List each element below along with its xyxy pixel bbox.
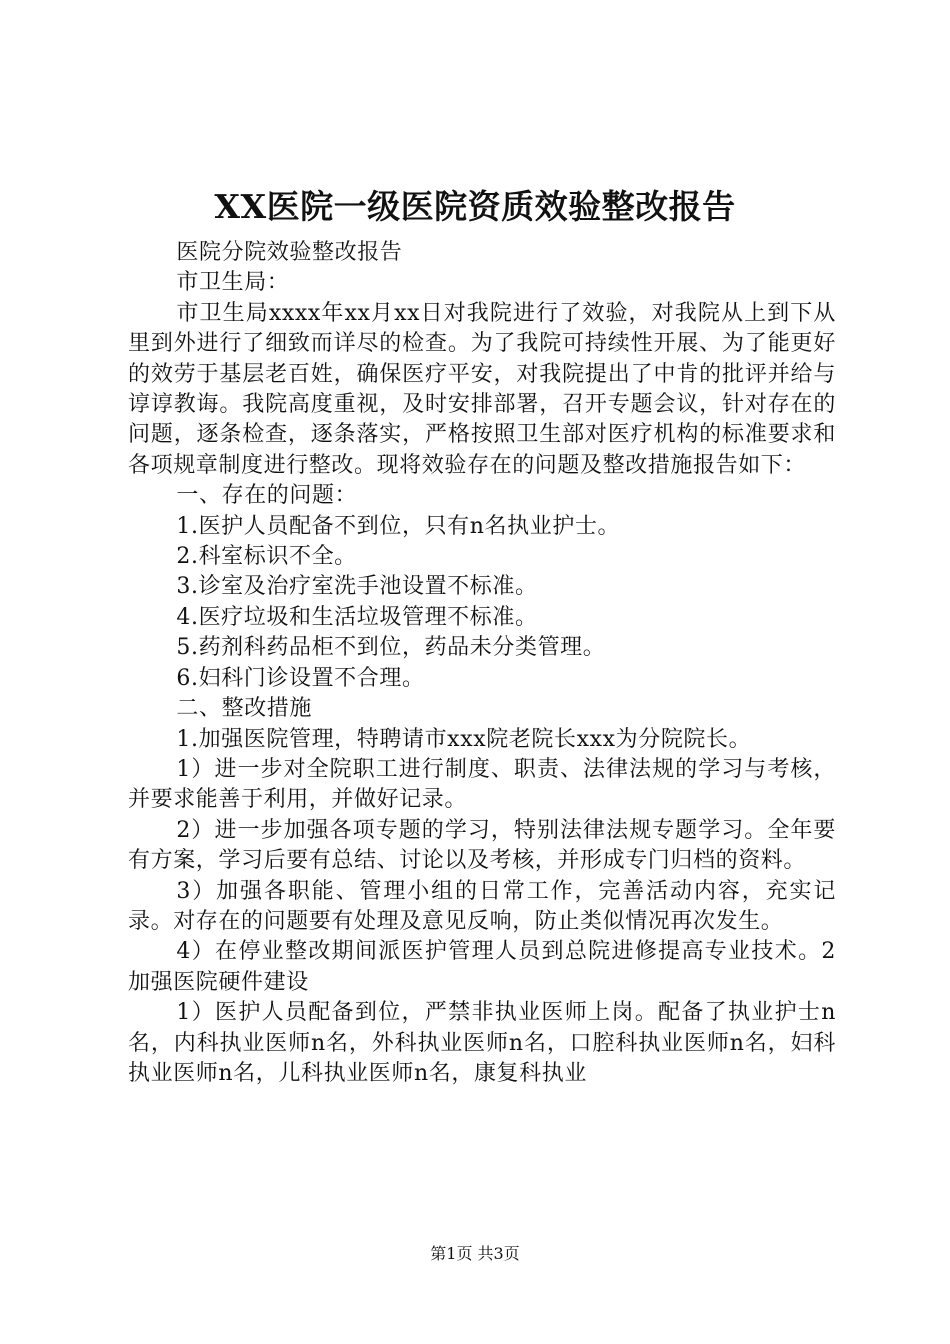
- measure-subitem-4: 4）在停业整改期间派医护管理人员到总院进修提高专业技术。2加强医院硬件建设: [128, 939, 836, 995]
- document-body: [128, 238, 836, 1089]
- hardware-subitem-1: 1）医护人员配备到位，严禁非执业医师上岗。配备了执业护士n名，内科执业医师n名，外科执业医师n名，口腔科执业医师n名，妇科执业医师n名，儿科执业医师n名，康复科执业: [128, 1000, 836, 1086]
- section-heading-measures: 二、整改措施: [176, 696, 312, 722]
- page-number: 第1页 共3页: [430, 1244, 520, 1263]
- problem-item-2: 2.科室标识不全。: [176, 544, 357, 570]
- measure-item-1: 1.加强医院管理，特聘请市xxx院老院长xxx为分院院长。: [176, 726, 752, 752]
- measure-subitem-2: 2）进一步加强各项专题的学习，特别法律法规专题学习。全年要有方案，学习后要有总结、讨论以及考核，并形成专门归档的资料。: [128, 817, 836, 874]
- paragraph-intro: 市卫生局xxxx年xx月xx日对我院进行了效验，对我院从上到下从里到外进行了细致而详尽的检查。为了我院可持续性开展、为了能更好的效劳于基层老百姓，确保医疗平安，对我院提出了中肯的批评并给与谆谆教诲。我院高度重视，及时安排部署，召开专题会议，针对存在的问题，逐条检查，逐条落实，严格按照卫生部对医疗机构的标准要求和各项规章制度进行整改。现将效验存在的问题及整改措施报告如下：: [128, 300, 836, 478]
- document-title: XX医院一级医院资质效验整改报告: [214, 187, 736, 226]
- paragraph-addressee: 市卫生局：: [176, 270, 290, 296]
- measure-subitem-3: 3）加强各职能、管理小组的日常工作，完善活动内容，充实记录。对存在的问题要有处理及意见反响，防止类似情况再次发生。: [128, 878, 836, 934]
- problem-item-1: 1.医护人员配备不到位，只有n名执业护士。: [176, 513, 621, 539]
- problem-item-4: 4.医疗垃圾和生活垃圾管理不标准。: [176, 604, 538, 630]
- problem-item-3: 3.诊室及治疗室洗手池设置不标准。: [176, 574, 538, 600]
- problem-item-5: 5.药剂科药品柜不到位，药品未分类管理。: [176, 635, 606, 661]
- paragraph-subtitle: 医院分院效验整改报告: [176, 240, 403, 265]
- measure-subitem-1: 1）进一步对全院职工进行制度、职责、法律法规的学习与考核，并要求能善于利用，并做好记录。: [128, 756, 836, 813]
- problem-item-6: 6.妇科门诊设置不合理。: [176, 665, 425, 691]
- section-heading-problems: 一、存在的问题：: [176, 483, 358, 509]
